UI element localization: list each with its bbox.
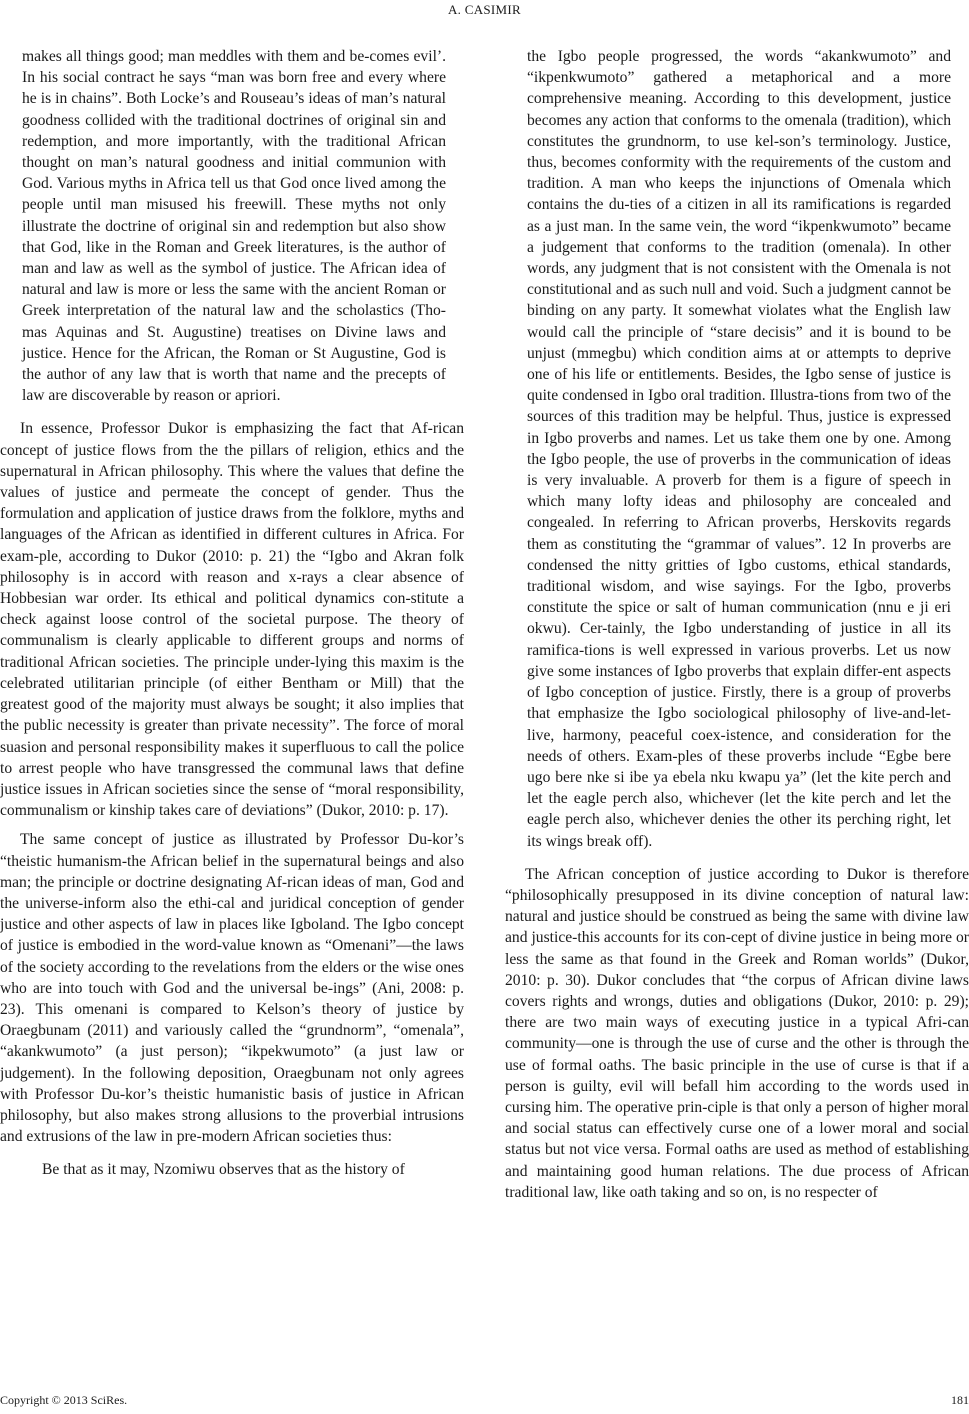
running-head: A. CASIMIR bbox=[447, 2, 522, 17]
paragraph-dukor-essence: In essence, Professor Dukor is emphasizing the fact that Af-rican concept of justice flows from the the pillars of religion, ethics and the supernatural in African philosophy. This where the values that define the values of justice and permeate the concept of gender. Thus the formulation and application of justice draws from the folklore, myths and languages of the African as identified in different cultures in Africa. For exam-ple, according to Dukor (2010: p. 21) the “Igbo and Akran folk philosophy is in accord with reason and x-rays a clear absence of Hobbesian war order. Its ethical and political dynamics con-stitute a check against loose control of the societal purpose. The theory of communalism is clearly applicable to different groups and norms of traditional African societies. The principle under-lying this maxim is the celebrated utilitarian principle (of either Bentham or Mill) that the greatest good of the majority must always be sought; it also implies that the public necessity is greater than private necessity”. The force of moral suasion and personal responsibility makes it superfluous to call the police to arrest people who have transgressed the communal laws that define justice issues in African societies since the sense of “moral responsibility, communalism or kinship takes care of deviations” (Dukor, 2010: p. 17). bbox=[0, 420, 464, 820]
right-column bbox=[505, 46, 969, 1203]
left-column bbox=[0, 46, 464, 1181]
block-quote-nzomiwu-continued: the Igbo people progressed, the words “akankwumoto” and “ikpenkwumoto” gathered a metaphorical and a more comprehensive meaning. According to this development, justice becomes any action that conforms to the omenala (tradition), which constitutes the grundnorm, to use kel-son’s terminology. Justice, thus, becomes conformity with the requirements of the custom and tradition. A man who keeps the injunctions of Omenala which contains the du-ties of a citizen in all its ramifications is regarded as a just man. In the same vein, the word “ikpenkwumoto” became a judgement that conforms to the tradition (omenala). In other words, any judgment that is not consistent with the Omenala is not constitutional and as such null and void. Such a judgment cannot be binding on any party. It somewhat violates what the English law would call the principle of “stare decisis” and it is bound to be unjust (mmegbu) which condition aims at or attempts to deprive one of his life or entitlements. Besides, the Igbo sense of justice is quite condensed in Igbo oral tradition. Illustra-tions from two of the sources of this tradition may be helpful. Thus, justice is expressed in Igbo proverbs and names. Let us take them one by one. Among the Igbo people, the use of proverbs in the communication of ideas is very invaluable. A proverb for them is a figure of speech in which many lofty ideas and philosophy are concealed and congealed. In referring to African proverbs, Herskovits regards them as constituting the “grammar of values”. 12 In proverbs are condensed the nitty gritties of Igbo customs, ethical standards, traditional wisdom, and wise sayings. For the Igbo, proverbs constitute the spice or salt of human communication (nnu e ji eri okwu). Cer-tainly, the Igbo understanding of justice in all its ramifica-tions is well expressed in various proverbs. Let us now give some instances of Igbo proverbs that explain differ-ent aspects of Igbo conception of justice. Firstly, there is a group of proverbs that emphasize the Igbo sociological philosophy of live-and-let-live, harmony, peaceful coex-istence, and consideration for the needs of others. Exam-ples of these proverbs include “Egbe bere ugo bere nke si ibe ya ebela nku kwapu ya” (let the kite perch and let the eagle perch also, whichever (let the kite perch and let the eagle perch also, whichever denies the other its perching right, let its wings break off). bbox=[527, 48, 951, 850]
copyright-footer: Copyright © 2013 SciRes. bbox=[0, 1393, 128, 1407]
page-number: 181 bbox=[951, 1393, 969, 1407]
paragraph-theistic-humanism: The same concept of justice as illustrated by Professor Du-kor’s “theistic humanism-the African belief in the supernatural beings and also man; the principle or doctrine designating Af-rican ideas of man, God and the universe-inform also the ethi-cal and juridical conception of gender justice and other aspects of law in places like Igboland. The Igbo concept of justice is embodied in the word-value known as “Omenani”—the laws of the society according to the revelations from the elders or the wise ones who are into touch with God and the universal be-ings” (Ani, 2008: p. 23). This omenani is compared to Kelson’s theory of justice by Oraegbunam (2011) and variously called the “grundnorm”, “omenala”, “akankwumoto” (a just person); “ikpekwumoto” (a just law or judgement). In the following deposition, Oraegbunam not only agrees with Professor Du-kor’s theistic humanistic basis of justice in African philosophy, but also makes strong allusions to the proverbial intrusions and extrusions of the law in pre-modern African societies thus: bbox=[0, 831, 464, 1146]
block-quote-nzomiwu-start: Be that as it may, Nzomiwu observes that as the history of bbox=[42, 1161, 405, 1179]
paragraph-african-conception: The African conception of justice according to Dukor is therefore “philosophically presupposed in its divine conception of natural law: natural and justice should be construed as being the same with divine law and justice-this accounts for its con-cept of divine justice in being more or less the same as that found in the Greek and Roman worlds” (Dukor, 2010: p. 30). Dukor concludes that “the corpus of African divine laws covers rights and wrongs, duties and obligations (Dukor, 2010: p. 29); there are two main ways of executing justice in a typical Afri-can community—one is through the use of curse and the other is through the use of formal oaths. The basic principle in the use of curse is that if a person is guilty, evil will befall him according to the words used in cursing him. The operative prin-ciple is that only a person of higher moral and social status can effectively curse one of a lower moral and social status but not vice versa. Formal oaths are used as method of establishing and maintaining good human relations. The due process of African traditional law, like oath taking and so on, is no respecter of bbox=[505, 865, 969, 1201]
block-quote-rousseau: makes all things good; man meddles with them and be-comes evil’. In his social contract he says “man was born free and every where he is in chains”. Both Locke’s and Rouseau’s ideas of man’s natural goodness collided with the traditional doctrines of original sin and redemption, and more importantly, with the traditional African thought on man’s natural goodness and initial communion with God. Various myths in Africa tell us that God once lived among the people until man misused his freewill. These myths not only illustrate the doctrine of original sin and redemption but also show that God, like in the Roman and Greek literatures, is the author of man and law as well as the symbol of justice. The African idea of natural and law is more or less the same with the ancient Roman or Greek interpretation of the natural law and the scholastics (Tho-mas Aquinas and St. Augustine) treatises on Divine laws and justice. Hence for the African, the Roman or St Augustine, God is the author of any law that is worth that name and the precepts of law are discoverable by reason or apriori. bbox=[22, 48, 446, 405]
